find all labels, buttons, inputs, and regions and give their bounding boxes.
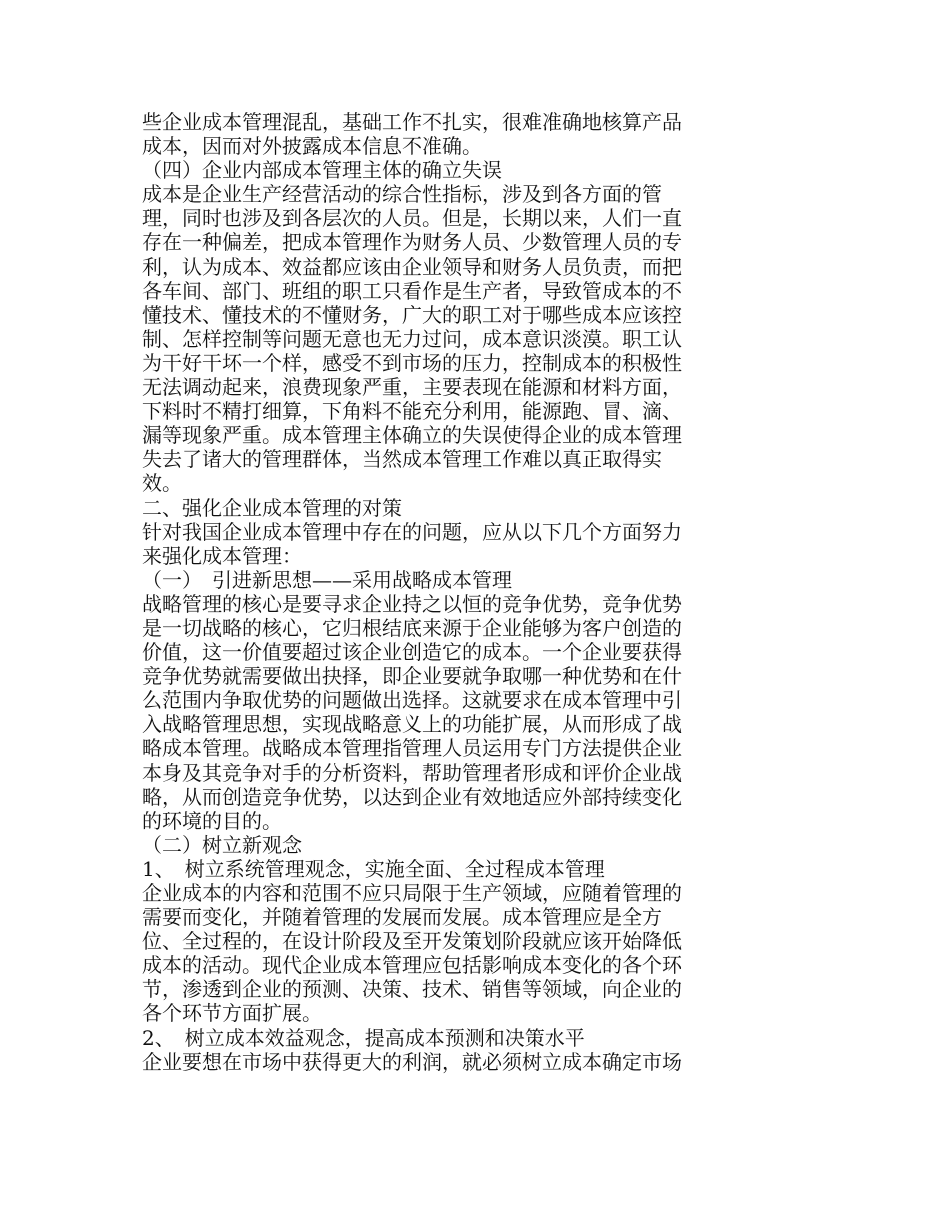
- text-line: 入战略管理思想，实现战略意义上的功能扩展，从而形成了战: [142, 712, 682, 737]
- text-line: 效。: [142, 471, 182, 496]
- text-line: 下料时不精打细算，下角料不能充分利用，能源跑、冒、滴、: [142, 399, 682, 424]
- text-line: 失去了诸大的管理群体，当然成本管理工作难以真正取得实: [142, 447, 662, 472]
- text-line: 价值，这一价值要超过该企业创造它的成本。一个企业要获得: [142, 640, 682, 665]
- text-line: 略，从而创造竞争优势，以达到企业有效地适应外部持续变化: [142, 784, 682, 809]
- text-line: 的环境的目的。: [142, 808, 282, 833]
- text-line: 是一切战略的核心，它归根结底来源于企业能够为客户创造的: [142, 615, 682, 640]
- text-line: 各个环节方面扩展。: [142, 1001, 322, 1026]
- text-line: 制、怎样控制等问题无意也无力过问，成本意识淡漠。职工认: [142, 326, 682, 351]
- text-line: 战略管理的核心是要寻求企业持之以恒的竞争优势，竞争优势: [142, 591, 682, 616]
- text-line: 需要而变化，并随着管理的发展而发展。成本管理应是全方: [142, 905, 662, 930]
- subsection-heading: 2、 树立成本效益观念，提高成本预测和决策水平: [142, 1025, 585, 1050]
- section-heading: （四）企业内部成本管理主体的确立失误: [142, 158, 502, 183]
- text-line: 竞争优势就需要做出抉择，即企业要就争取哪一种优势和在什: [142, 664, 682, 689]
- text-line: 利，认为成本、效益都应该由企业领导和财务人员负责，而把: [142, 254, 682, 279]
- section-heading: 二、强化企业成本管理的对策: [142, 495, 402, 520]
- text-line: 么范围内争取优势的问题做出选择。这就要求在成本管理中引: [142, 688, 682, 713]
- text-line: 企业要想在市场中获得更大的利润，就必须树立成本确定市场: [142, 1049, 682, 1074]
- text-line: 本身及其竞争对手的分析资料，帮助管理者形成和评价企业战: [142, 760, 682, 785]
- text-line: 来强化成本管理：: [142, 543, 302, 568]
- section-heading: （二）树立新观念: [142, 832, 302, 857]
- text-line: 为干好干坏一个样，感受不到市场的压力，控制成本的积极性: [142, 350, 682, 375]
- text-line: 位、全过程的，在设计阶段及至开发策划阶段就应该开始降低: [142, 929, 682, 954]
- subsection-heading: 1、 树立系统管理观念，实施全面、全过程成本管理: [142, 856, 605, 881]
- text-line: 成本是企业生产经营活动的综合性指标，涉及到各方面的管: [142, 182, 662, 207]
- text-line: 成本，因而对外披露成本信息不准确。: [142, 134, 482, 159]
- text-line: 企业成本的内容和范围不应只局限于生产领域，应随着管理的: [142, 881, 682, 905]
- text-line: 理，同时也涉及到各层次的人员。但是，长期以来，人们一直: [142, 206, 682, 231]
- document-body: [142, 110, 742, 1074]
- text-line: 存在一种偏差，把成本管理作为财务人员、少数管理人员的专: [142, 230, 682, 255]
- text-line: 略成本管理。战略成本管理指管理人员运用专门方法提供企业: [142, 736, 682, 761]
- text-line: 无法调动起来，浪费现象严重，主要表现在能源和材料方面，: [142, 375, 682, 400]
- text-line: 些企业成本管理混乱，基础工作不扎实，很难准确地核算产品: [142, 110, 682, 134]
- text-line: 漏等现象严重。成本管理主体确立的失误使得企业的成本管理: [142, 423, 682, 448]
- text-line: 成本的活动。现代企业成本管理应包括影响成本变化的各个环: [142, 953, 682, 978]
- text-line: 懂技术、懂技术的不懂财务，广大的职工对于哪些成本应该控: [142, 302, 682, 327]
- text-line: 各车间、部门、班组的职工只看作是生产者，导致管成本的不: [142, 278, 682, 303]
- section-heading: （一） 引进新思想——采用战略成本管理: [142, 567, 512, 592]
- text-line: 节，渗透到企业的预测、决策、技术、销售等领域，向企业的: [142, 977, 682, 1002]
- text-line: 针对我国企业成本管理中存在的问题，应从以下几个方面努力: [142, 519, 682, 544]
